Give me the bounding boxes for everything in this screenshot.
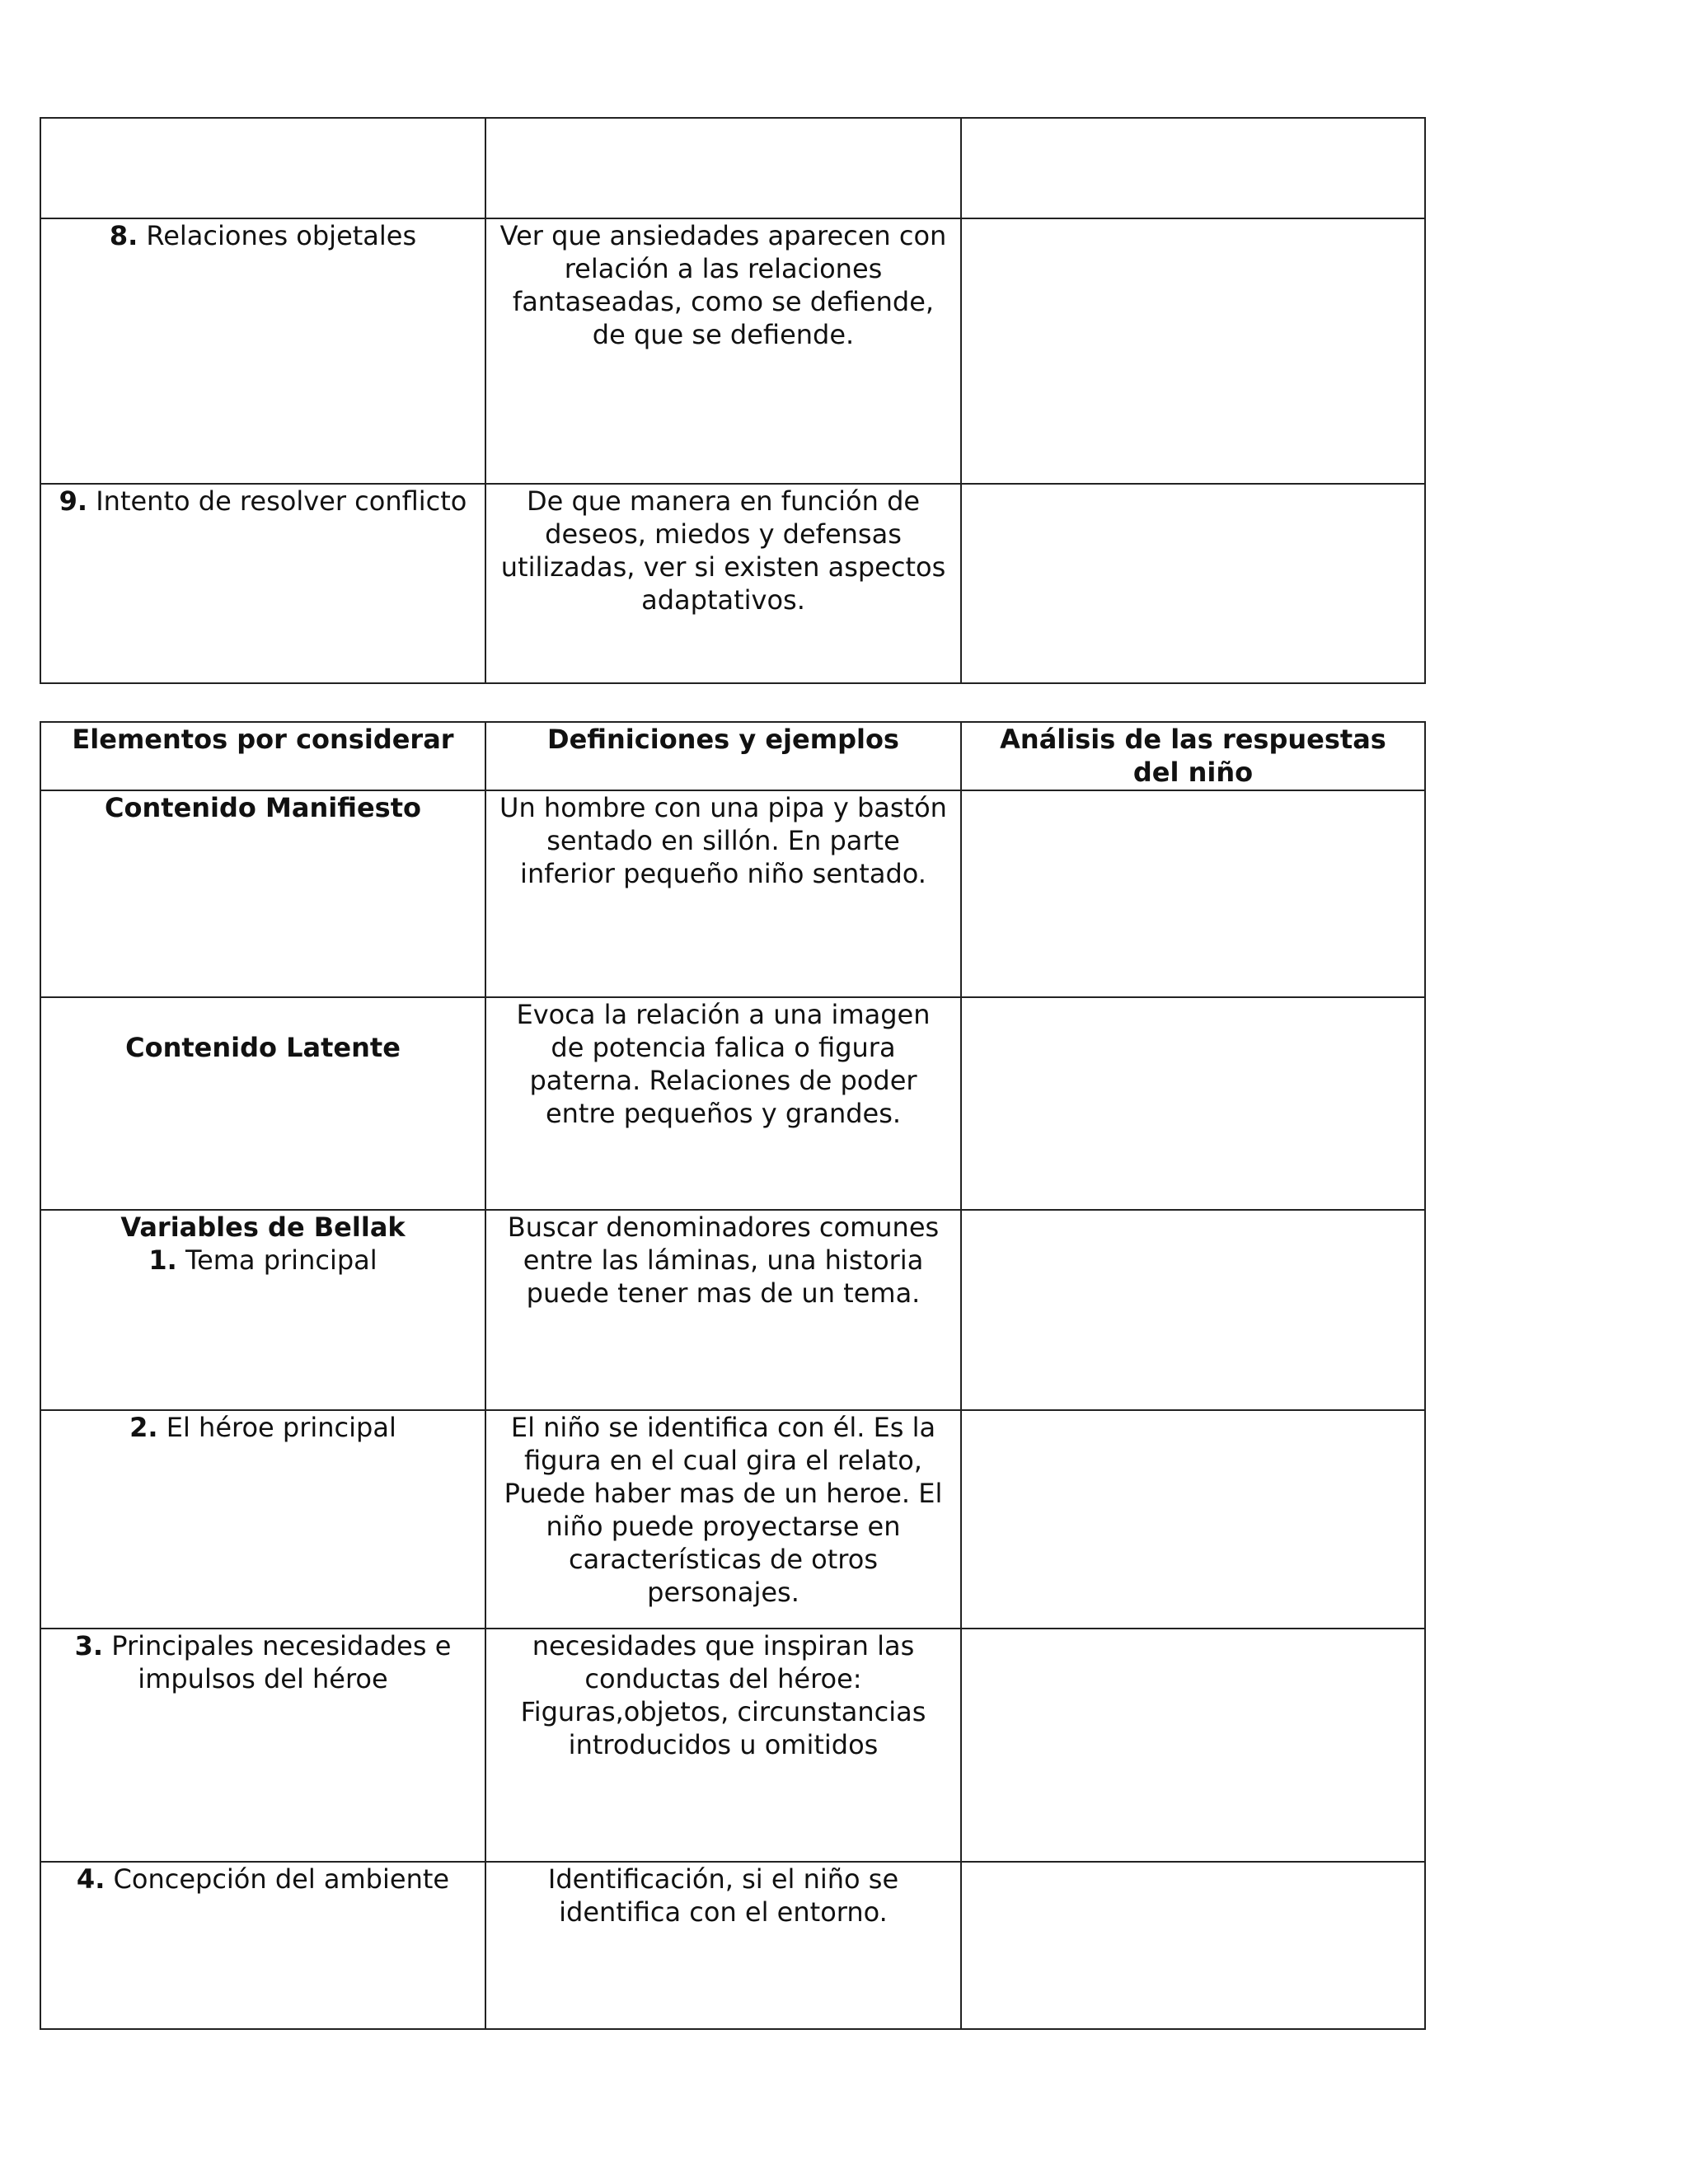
item-label: Tema principal — [185, 1244, 377, 1276]
element-cell — [40, 1210, 485, 1410]
table-row — [40, 790, 1425, 997]
column-header: Análisis de las respuestas del niño — [961, 722, 1425, 790]
element-cell — [40, 1410, 485, 1629]
element-cell — [40, 484, 485, 683]
table-row — [40, 1210, 1425, 1410]
analysis-cell — [961, 1629, 1425, 1862]
item-number: 4. — [76, 1863, 106, 1895]
analysis-cell — [961, 997, 1425, 1210]
element-cell — [40, 118, 485, 218]
definition-cell: Buscar denominadores comunes entre las láminas, una historia puede tener mas de un tema. — [485, 1210, 961, 1410]
column-header: Elementos por considerar — [40, 722, 485, 790]
analysis-table — [40, 721, 1426, 2030]
definition-cell — [485, 118, 961, 218]
item-number: 9. — [59, 485, 88, 517]
item-number: 1. — [148, 1244, 177, 1276]
element-title: Contenido Latente — [125, 1032, 401, 1063]
element-cell — [40, 1629, 485, 1862]
definition-cell: necesidades que inspiran las conductas del héroe: Figuras,objetos, circunstancias introducidos u omitidos — [485, 1629, 961, 1862]
definition-cell: Evoca la relación a una imagen de potencia falica o figura paterna. Relaciones de poder entre pequeños y grandes. — [485, 997, 961, 1210]
analysis-cell — [961, 218, 1425, 484]
table-row — [40, 484, 1425, 683]
continuation-table — [40, 117, 1426, 684]
table-row — [40, 1629, 1425, 1862]
element-cell — [40, 1862, 485, 2029]
analysis-cell — [961, 1210, 1425, 1410]
analysis-cell — [961, 1410, 1425, 1629]
definition-cell: El niño se identifica con él. Es la figura en el cual gira el relato, Puede haber mas de un heroe. El niño puede proyectarse en características de otros personajes. — [485, 1410, 961, 1629]
table-header-row — [40, 722, 1425, 790]
analysis-cell — [961, 118, 1425, 218]
table-row — [40, 1862, 1425, 2029]
analysis-cell — [961, 790, 1425, 997]
definition-cell: Un hombre con una pipa y bastón sentado en sillón. En parte inferior pequeño niño sentado. — [485, 790, 961, 997]
definition-cell: De que manera en función de deseos, miedos y defensas utilizadas, ver si existen aspectos adaptativos. — [485, 484, 961, 683]
item-label: Intento de resolver conflicto — [96, 485, 467, 517]
analysis-cell — [961, 1862, 1425, 2029]
element-cell — [40, 218, 485, 484]
definition-cell: Ver que ansiedades aparecen con relación a las relaciones fantaseadas, como se defiende, de que se defiende. — [485, 218, 961, 484]
element-title: Variables de Bellak — [120, 1212, 406, 1243]
item-label: Concepción del ambiente — [113, 1863, 450, 1895]
analysis-cell — [961, 484, 1425, 683]
table-row — [40, 1410, 1425, 1629]
item-number: 8. — [109, 220, 138, 251]
element-title: Contenido Manifiesto — [40, 790, 485, 997]
element-cell — [40, 997, 485, 1210]
item-label: Relaciones objetales — [146, 220, 417, 251]
table-row — [40, 997, 1425, 1210]
table-row — [40, 118, 1425, 218]
column-header: Definiciones y ejemplos — [485, 722, 961, 790]
item-number: 2. — [129, 1412, 158, 1443]
item-number: 3. — [74, 1630, 104, 1661]
definition-cell: Identificación, si el niño se identifica con el entorno. — [485, 1862, 961, 2029]
item-label: Principales necesidades e impulsos del héroe — [111, 1630, 452, 1694]
item-label: El héroe principal — [166, 1412, 396, 1443]
table-row — [40, 218, 1425, 484]
